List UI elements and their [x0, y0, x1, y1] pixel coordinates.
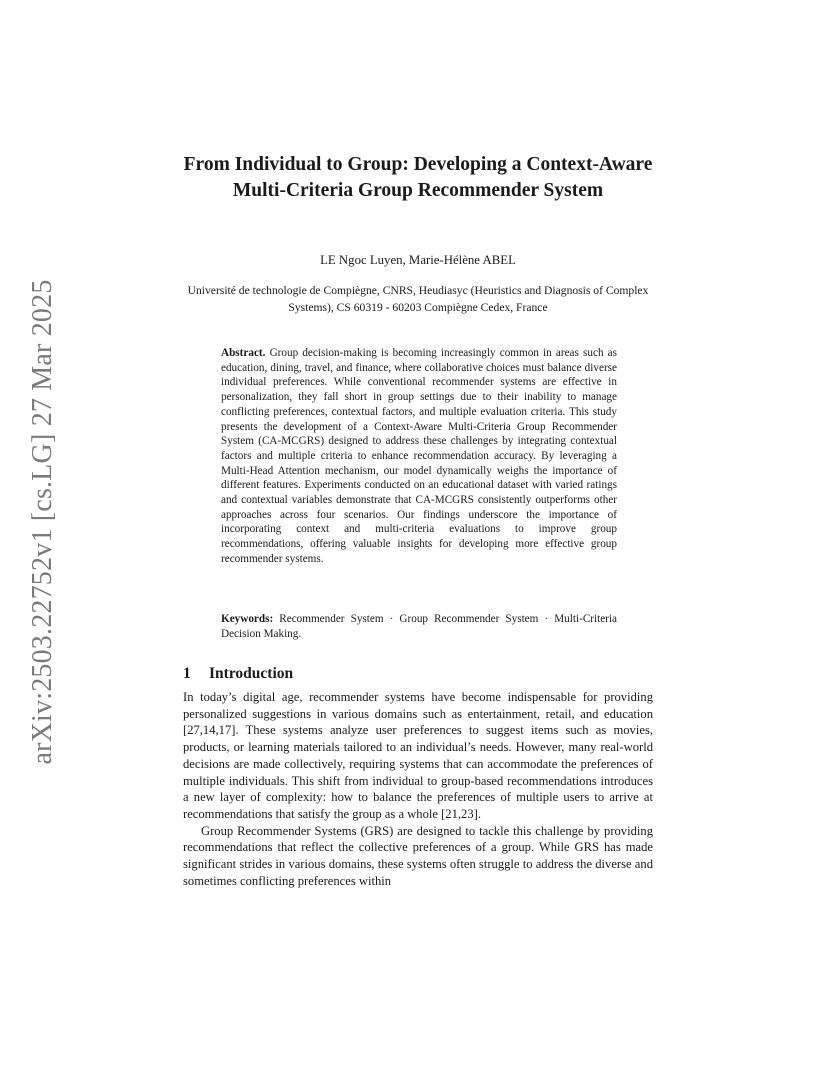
section-heading: [183, 665, 293, 683]
keywords-block: [221, 612, 617, 641]
abstract-label: Abstract.: [221, 347, 266, 359]
section-body: [183, 689, 653, 889]
paper-title: From Individual to Group: Developing a Context-Aware Multi-Criteria Group Recommender System: [183, 154, 653, 201]
author-list: LE Ngoc Luyen, Marie-Hélène ABEL: [320, 253, 516, 267]
body-paragraph: In today’s digital age, recommender systems have become indispensable for providing personalized suggestions in various domains such as entertainment, retail, and education [27,14,17]. These systems analyze user preferences to suggest items such as movies, products, or learning materials tailored to an individual’s needs. However, many real-world decisions are made collectively, requiring systems that can accommodate the preferences of multiple individuals. This shift from individual to group-based recommendations introduces a new layer of complexity: how to balance the preferences of multiple users to arrive at recommendations that satisfy the group as a whole [21,23].: [183, 690, 653, 821]
keywords-text: Recommender System · Group Recommender System · Multi-Criteria Decision Making.: [221, 613, 617, 640]
section-number: 1: [183, 665, 191, 682]
section-title: Introduction: [209, 665, 294, 682]
author-affiliation: Université de technologie de Compiègne, CNRS, Heudiasyc (Heuristics and Diagnosis of Complex Systems), CS 60319 - 60203 Compiègne Cedex, France: [187, 284, 649, 314]
abstract-text: Group decision-making is becoming increasingly common in areas such as education, dining, travel, and finance, where collaborative choices must balance diverse individual preferences. While conventional recommender systems are effective in personalization, they fall short in group settings due to their inability to manage conflicting preferences, contextual factors, and multiple evaluation criteria. This study presents the development of a Context-Aware Multi-Criteria Group Recommender System (CA-MCGRS) designed to address these challenges by integrating contextual factors and multiple criteria to enhance recommendation accuracy. By leveraging a Multi-Head Attention mechanism, our model dynamically weighs the importance of different features. Experiments conducted on an educational dataset with varied ratings and contextual variables demonstrate that CA-MCGRS consistently outperforms other approaches across four scenarios. Our findings underscore the importance of incorporating context and multi-criteria evaluations to improve group recommendations, offering valuable insights for developing more effective group recommender systems.: [221, 347, 618, 565]
arxiv-identifier: arXiv:2503.22752v1 [cs.LG] 27 Mar 2025: [27, 279, 58, 765]
keywords-label: Keywords:: [221, 613, 274, 625]
body-paragraph: Group Recommender Systems (GRS) are designed to tackle this challenge by providing recommendations that reflect the collective preferences of a group. While GRS has made significant strides in various domains, these systems often struggle to address the diverse and sometimes conflicting preferences within: [183, 823, 653, 888]
abstract-block: [221, 346, 617, 567]
